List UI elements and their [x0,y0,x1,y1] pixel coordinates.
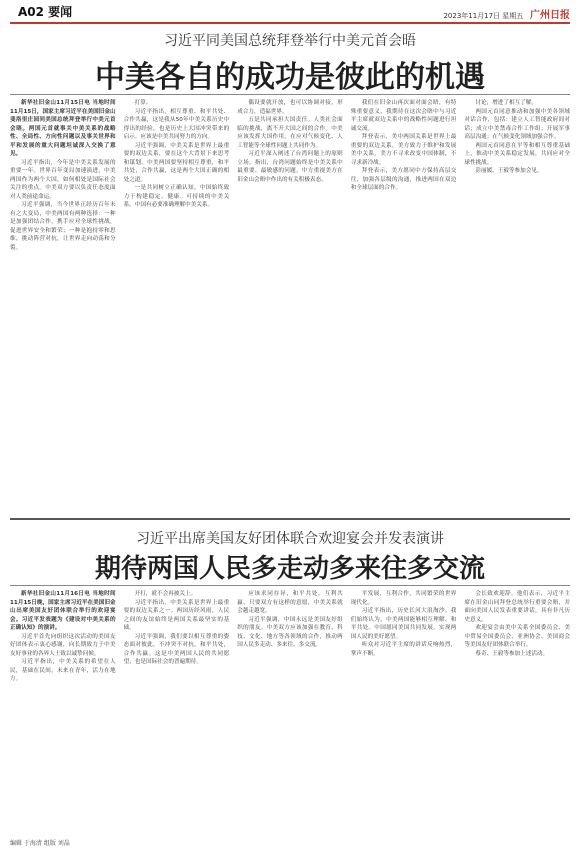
article2-subhead: 习近平出席美国友好团体联合欢迎宴会并发表演讲 [136,531,444,547]
paragraph: 应该求同存异，和平共处，互利共赢。只要双方有这样的意愿，中美关系就会越走越宽。 [237,591,343,614]
article2-rule [10,585,570,586]
article1-column [351,99,457,513]
paragraph: 习近平指出，相互尊重、和平共处、合作共赢，这是我从50年中美关系历史中得出的经验，也是历史上大国冲突带来的启示。应该是中美共同努力的方向。 [123,108,230,140]
paragraph: 习近平指出，今年是中美关系发展的重要一年。世界百年变局加速演进，中美两国作为两个大国，如何相处是国际社会关注的重点。中美双方要以负责任态度面对人类前途命运。 [10,159,116,200]
paragraph: 新华社旧金山11月15日电 当地时间11月15日，国家主席习近平在美国旧金山斐洛里庄园同美国总统拜登举行中美元首会晤。两国元首就事关中美关系的战略性、全局性、方向性问题以及事关世界和平和发展的重大问题坦诚深入交换了意见。 [10,100,116,157]
paragraph: 习近平强调，中美关系是世界上最重要的双边关系，要在这个大背景下来思考和谋划。中美两国要坚持相互尊重，和平共处，合作共赢，这是两个大国正确的相处之道。 [123,142,230,183]
article1-headline: 中美各自的成功是彼此的机遇 [95,60,485,95]
article1-body [10,99,570,513]
paragraph: 习近平深入阐述了台湾问题上的原则立场，指出，台湾问题始终是中美关系中最重要、最敏感的问题。中方重视美方在旧金山会晤中作出的有关积极表态。 [237,151,343,183]
article2-column [124,590,230,830]
article1-column [237,99,343,513]
paragraph: 偶设要就开放，也可以协调对接，形成合力，造福世界。 [237,100,343,115]
paragraph: 两国元首同意推动和加强中美各领域对话合作，包括：建立人工智能政府间对话；成立中美禁毒合作工作组；开展军事高层沟通；在气候变化领域加强合作。 [464,108,570,140]
article2-column [237,590,343,830]
article2-headline: 期待两国人民多走动多来往多交流 [94,554,485,584]
article2-column [351,590,457,830]
paragraph: 拜登表示，美方愿同中方保持高层交往，加强各层级的沟通，推进两国在双边和全球层面的合作。 [350,168,457,191]
paragraph: 习近平指出，中美关系是世界上最重要的双边关系之一。两国历经风雨，人民之间的友谊始终是两国关系最坚实的基础。 [123,599,230,631]
paragraph: 习近平指出，历史长河大浪淘沙。我们始终认为，中美两国能够相互理解、和平共处。中国愿同美国共同发展，实现两国人民的美好愿望。 [350,608,457,640]
paragraph: 两国元首同意在平等和相互尊重基础上，推动中美关系稳定发展，共同应对全球性挑战。 [464,142,570,166]
paragraph: 习近平强调，我们要以相互尊重的姿态面对彼此，不冲突不对抗，和平共处，合作共赢。这是中美两国人民的共同愿望，也是国际社会的普遍期待。 [123,633,230,665]
article1-column [10,99,116,513]
paragraph: 会长致欢迎辞。他们表示，习近平主席在旧金山同拜登总统举行重要会晤，并面向美国人民发表重要讲话，具有非凡历史意义。 [464,591,570,623]
paragraph: 拜登表示，美中两国关系是世界上最重要的双边关系，美方致力于维护和发展美中关系，美方不寻求改变中国体制，不寻求新冷战。 [350,134,457,166]
article-divider [10,518,570,520]
page-header [10,0,570,24]
article2-column [464,590,570,830]
article2-column [10,590,116,830]
page-footer: 编辑 于海清 组版 刘晶 [10,840,70,847]
paragraph: 新华社旧金山11月16日电 当地时间11月15日晚，国家主席习近平在美国旧金山出席美国友好团体联合举行的欢迎宴会。习近平发表题为《建设对中美关系的正确认知》的演讲。 [10,591,116,631]
paragraph: 一是共同树立正确认知。中国始终致力于构建稳定、健康、可持续的中美关系。中国有必要准确理解中美关系。 [123,185,230,208]
section-label: A02 要闻 [18,5,73,19]
paragraph: 习近平首先向组织这次活动的美国友好团体表示衷心感谢，向长期致力于中美友好事业的各界人士致以诚挚问候。 [10,633,116,657]
newspaper-brand: 广州日报 [530,10,570,21]
article1-subhead: 习近平同美国总统拜登举行中美元首会晤 [164,33,416,49]
paragraph: 开打，就不会再被关上。 [134,591,197,597]
paragraph: 五是共同承担大国责任。人类社会面临的挑战，离不开大国之间的合作。中美应该发挥大国作用，在应对气候变化、人工智能等全球性问题上共同作为。 [237,117,343,149]
article1-column [124,99,230,513]
paragraph: 讨论，增进了相互了解。 [475,100,537,106]
paragraph: 彭丽媛、王毅等参加会见。 [475,168,543,174]
paragraph: 蔡奇、王毅等参加上述活动。 [475,650,549,657]
issue-date: 2023年11月17日 星期五 [443,12,524,20]
paragraph: 习近平强调，当今世界正经历百年未有之大变局，中美两国有两种选择：一种是加强团结合作，携手应对全球性挑战，促进世界安全和繁荣；一种是抱持零和思维，挑动阵营对抗，让世界走向动荡和分裂。 [10,202,116,251]
article1-column [464,99,570,513]
paragraph: 我们在旧金山再次面对面会晤，有特殊重要意义，我期待在这次会晤中与习近平主席就双边关系中的战略性问题进行坦诚交流。 [350,100,457,132]
article1-rule [10,94,570,95]
article2-body [10,590,570,830]
paragraph: 平发展，互利合作，共同繁荣的世界现代化。 [350,591,457,606]
header-meta [443,6,570,21]
paragraph: 习近平指出，中美关系的希望在人民，基础在民间，未来在青年，活力在地方。 [10,659,116,682]
paragraph: 习近平强调，中国永远是美国友好组织的朋友。中美双方应该加强在教育、科技、文化、地方等各领域的合作，推动两国人民多走动、多来往、多交流。 [237,616,343,648]
paragraph: 听众对习近平主席的讲话反响热烈，掌声不断。 [350,642,457,657]
paragraph: 欢迎宴会由美中关系全国委员会、美中贸易全国委员会、亚洲协会、美国商会等美国友好团体联合举行。 [464,625,570,648]
paragraph: 打算。 [134,100,152,106]
